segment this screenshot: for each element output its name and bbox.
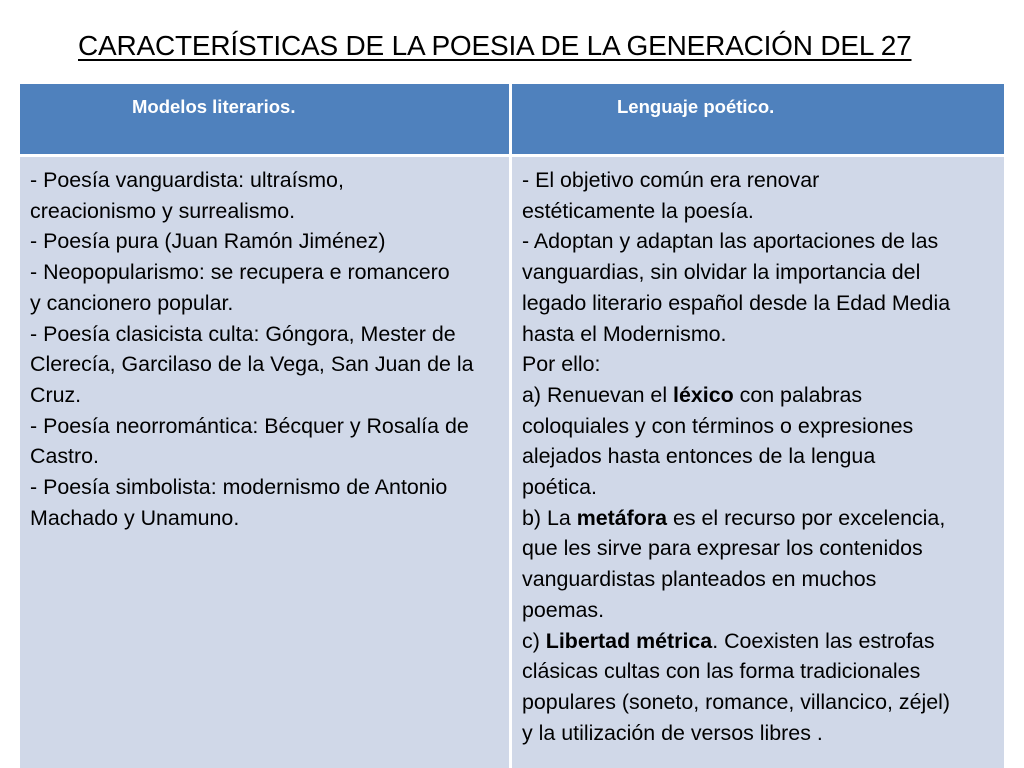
literary-models-text-line: Machado y Unamuno. xyxy=(30,505,240,530)
cell-poetic-language xyxy=(512,157,1004,768)
poetic-language-text-line: vanguardias, sin olvidar la importancia del xyxy=(522,260,921,285)
literary-models-text-line: - Neopopularismo: se recupera e romancero xyxy=(30,260,450,285)
bold-term: metáfora xyxy=(576,505,668,530)
cell-literary-models xyxy=(20,157,509,768)
poetic-language-text-line: y la utilización de versos libres . xyxy=(522,720,823,745)
characteristics-table xyxy=(20,84,1004,768)
poetic-language-text-line: populares (soneto, romance, villancico, zéjel) xyxy=(522,689,951,714)
poetic-language-text-line: - Adoptan y adaptan las aportaciones de las xyxy=(522,229,939,254)
literary-models-text-line: - Poesía vanguardista: ultraísmo, xyxy=(30,168,344,192)
poetic-language-text-line: vanguardistas planteados en muchos xyxy=(522,567,877,592)
header-literary-models-label: Modelos literarios. xyxy=(132,96,296,117)
bold-term: Libertad métrica xyxy=(545,628,713,653)
literary-models-text-line: - Poesía clasicista culta: Góngora, Mester de xyxy=(30,321,456,346)
poetic-language-text-line: estéticamente la poesía. xyxy=(522,198,754,223)
header-literary-models xyxy=(20,84,509,154)
header-poetic-language xyxy=(512,84,1004,154)
literary-models-text-line: - Poesía neorromántica: Bécquer y Rosalía de xyxy=(30,413,469,438)
literary-models-text-line: Castro. xyxy=(30,444,99,469)
poetic-language-text-line: legado literario español desde la Edad Media xyxy=(522,290,951,315)
bold-term: léxico xyxy=(673,382,734,407)
poetic-language-text-line: que les sirve para expresar los contenidos xyxy=(522,536,923,561)
poetic-language-text-line: coloquiales y con términos o expresiones xyxy=(522,413,914,438)
poetic-language-text-line: Por ello: xyxy=(522,352,601,377)
literary-models-text-line: - Poesía pura (Juan Ramón Jiménez) xyxy=(30,229,386,254)
literary-models-text-line: - Poesía simbolista: modernismo de Antonio xyxy=(30,475,448,500)
literary-models-text-line: Cruz. xyxy=(30,382,82,407)
poetic-language-text-line: poética. xyxy=(522,475,597,500)
literary-models-text-line: y cancionero popular. xyxy=(30,290,234,315)
poetic-language-text-line: hasta el Modernismo. xyxy=(522,321,727,346)
literary-models-text-line: creacionismo y surrealismo. xyxy=(30,198,296,223)
poetic-language-text-line: c) Libertad métrica. Coexisten las estrofas xyxy=(522,628,935,653)
poetic-language-text-line: clásicas cultas con las forma tradicionales xyxy=(522,659,921,684)
poetic-language-text-line: poemas. xyxy=(522,597,605,622)
literary-models-text-line: Clerecía, Garcilaso de la Vega, San Juan de la xyxy=(30,352,474,377)
slide-title: CARACTERÍSTICAS DE LA POESIA DE LA GENERACIÓN DEL 27 xyxy=(78,30,912,61)
poetic-language-text-line: alejados hasta entonces de la lengua xyxy=(522,444,876,469)
poetic-language-text-line: - El objetivo común era renovar xyxy=(522,168,820,192)
poetic-language-text-line: b) La metáfora es el recurso por excelencia, xyxy=(522,505,946,530)
poetic-language-text-line: a) Renuevan el léxico con palabras xyxy=(522,382,863,407)
header-poetic-language-label: Lenguaje poético. xyxy=(617,96,775,117)
